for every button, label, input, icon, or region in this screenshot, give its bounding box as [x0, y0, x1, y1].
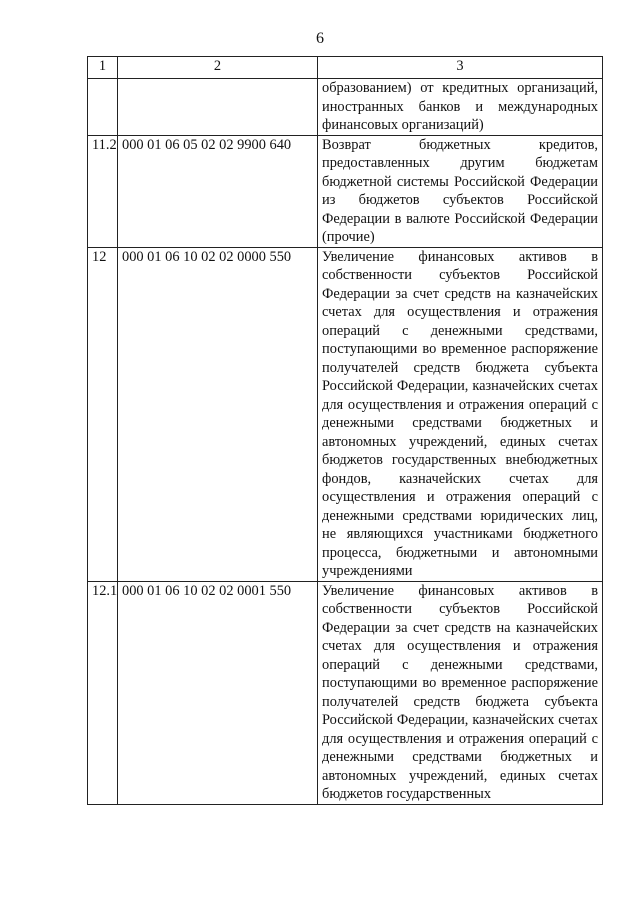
budget-code: 000 01 06 05 02 02 9900 640 [118, 135, 318, 247]
row-description: образованием) от кредитных организаций, иностранных банков и международных финансовых организаций) [318, 79, 603, 136]
budget-code: 000 01 06 10 02 02 0001 550 [118, 581, 318, 804]
table-row [88, 581, 603, 804]
column-header: 3 [318, 57, 603, 79]
budget-code: 000 01 06 10 02 02 0000 550 [118, 247, 318, 581]
table-row [88, 79, 603, 136]
table-row [88, 247, 603, 581]
row-number: 12.1 [88, 581, 118, 804]
row-number: 12 [88, 247, 118, 581]
table-header-row [88, 57, 603, 79]
codes-table [87, 56, 603, 805]
table-row [88, 135, 603, 247]
column-header: 2 [118, 57, 318, 79]
page-number: 6 [316, 30, 324, 47]
row-number [88, 79, 118, 136]
row-description: Увеличение финансовых активов в собственности субъектов Российской Федерации за счет средств на казначейских счетах для осуществления и отражения операций с денежными средствами, поступающими во временное распоряжение получателей средств бюджета субъекта Российской Федерации, казначейских счетах для осуществления и отражения операций с денежными средствами бюджетных и автономных учреждений, единых счетах бюджетов государственных внебюджетных фондов, казначейских счетах для осуществления и отражения операций с денежными средствами юридических лиц, не являющихся участниками бюджетного процесса, бюджетными и автономными учреждениями [318, 247, 603, 581]
row-description: Возврат бюджетных кредитов, предоставленных другим бюджетам бюджетной системы Российской Федерации из бюджетов субъектов Российской Федерации в валюте Российской Федерации (прочие) [318, 135, 603, 247]
row-number: 11.2 [88, 135, 118, 247]
row-description: Увеличение финансовых активов в собственности субъектов Российской Федерации за счет средств на казначейских счетах для осуществления и отражения операций с денежными средствами, поступающими во временное распоряжение получателей средств бюджета субъекта Российской Федерации, казначейских счетах для осуществления и отражения операций с денежными средствами бюджетных и автономных учреждений, единых счетах бюджетов государственных [318, 581, 603, 804]
column-header: 1 [88, 57, 118, 79]
budget-code [118, 79, 318, 136]
